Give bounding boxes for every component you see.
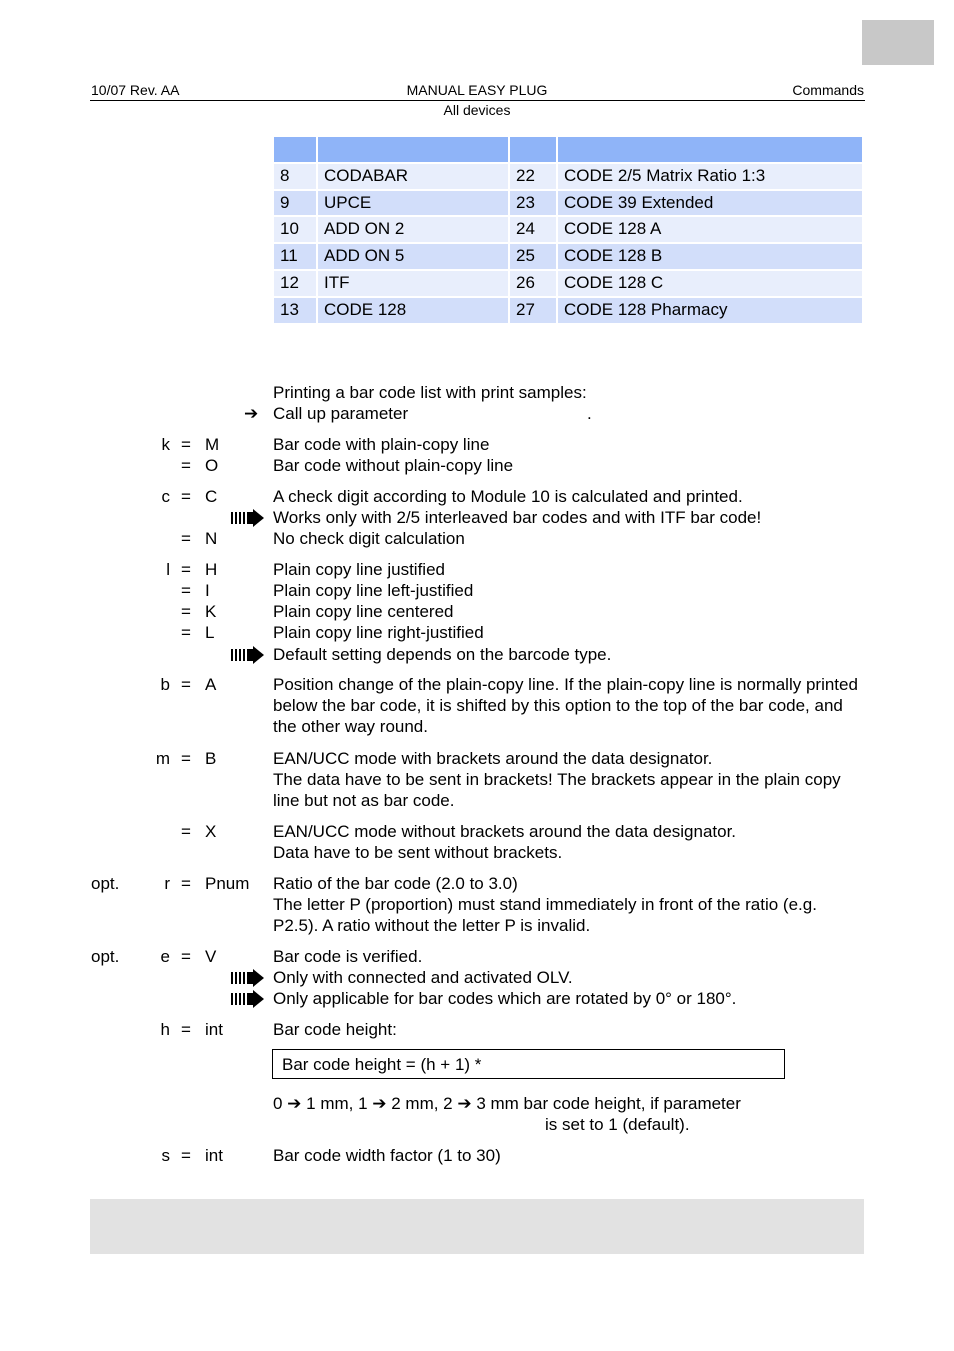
- table-cell-number: 8: [274, 164, 316, 189]
- table-cell-code: ITF: [318, 271, 508, 296]
- param-e-note1: Only with connected and activated OLV.: [273, 968, 573, 987]
- param-k-desc-m: Bar code with plain-copy line: [273, 435, 490, 454]
- param-r-eq: =: [181, 874, 191, 893]
- intro-call-up: Call up parameter: [273, 404, 409, 423]
- param-h-value: int: [205, 1020, 223, 1039]
- table-cell-code: CODE 39 Extended: [558, 191, 862, 216]
- param-b-desc: Position change of the plain-copy line. If the plain-copy line is normally printed below the bar code, it is shifted by this option to the top of the bar code, and the other way round.: [273, 675, 858, 736]
- table-row: [274, 191, 862, 216]
- table-row: [274, 271, 862, 296]
- param-c-desc-n: No check digit calculation: [273, 529, 465, 548]
- table-cell-code: CODE 128: [318, 298, 508, 323]
- param-k-eq2: =: [181, 456, 191, 475]
- table-header-cell: [318, 137, 508, 162]
- formula-box: [272, 1049, 785, 1079]
- param-c-name: c: [161, 487, 170, 506]
- param-c-value-n: N: [205, 529, 218, 548]
- table-cell-number: 27: [510, 298, 556, 323]
- param-m-eq: =: [181, 749, 191, 768]
- header-subtitle: All devices: [443, 102, 511, 118]
- note-arrow-icon: [231, 969, 265, 987]
- table-cell-number: 10: [274, 217, 316, 242]
- param-l-name: l: [166, 560, 170, 579]
- footer-box: [90, 1199, 864, 1254]
- table-header-cell: [274, 137, 316, 162]
- param-l-eq3: =: [181, 602, 191, 621]
- table-cell-code: ADD ON 2: [318, 217, 508, 242]
- table-cell-code: CODE 128 Pharmacy: [558, 298, 862, 323]
- table-row: [274, 244, 862, 269]
- table-cell-number: 13: [274, 298, 316, 323]
- param-h-name: h: [160, 1020, 170, 1039]
- param-c-value-c: C: [205, 487, 218, 506]
- param-l-value-i: I: [205, 581, 210, 600]
- table-cell-number: 22: [510, 164, 556, 189]
- param-r-optional: opt.: [91, 874, 120, 893]
- param-h-after2: is set to 1 (default).: [545, 1115, 690, 1134]
- param-c-note: Works only with 2/5 interleaved bar codes and with ITF bar code!: [273, 508, 762, 527]
- param-l-desc-l: Plain copy line right-justified: [273, 623, 484, 642]
- param-r-desc: Ratio of the bar code (2.0 to 3.0): [273, 874, 518, 893]
- param-l-desc-h: Plain copy line justified: [273, 560, 445, 579]
- table-cell-code: ADD ON 5: [318, 244, 508, 269]
- param-l-desc-k: Plain copy line centered: [273, 602, 454, 621]
- intro-period: .: [587, 404, 592, 423]
- param-c-desc-c: A check digit according to Module 10 is calculated and printed.: [273, 487, 743, 506]
- param-l-note: Default setting depends on the barcode type.: [273, 645, 612, 664]
- param-k-value-m: M: [205, 435, 220, 454]
- param-k-desc-o: Bar code without plain-copy line: [273, 456, 514, 475]
- table-cell-code: CODE 128 B: [558, 244, 862, 269]
- param-m-eq2: =: [181, 822, 191, 841]
- formula-text: Bar code height = (h + 1) *: [282, 1055, 482, 1074]
- table-header-cell: [558, 137, 862, 162]
- note-arrow-icon: [231, 509, 265, 527]
- param-e-note2: Only applicable for bar codes which are rotated by 0° or 180°.: [273, 989, 737, 1008]
- param-e-desc: Bar code is verified.: [273, 947, 423, 966]
- param-e-optional: opt.: [91, 947, 120, 966]
- table-cell-number: 23: [510, 191, 556, 216]
- param-l-eq4: =: [181, 623, 191, 642]
- param-l-desc-i: Plain copy line left-justified: [273, 581, 474, 600]
- param-l-eq2: =: [181, 581, 191, 600]
- param-l-value-k: K: [205, 602, 217, 621]
- table-cell-number: 11: [274, 244, 316, 269]
- table-cell-number: 24: [510, 217, 556, 242]
- intro-text: Printing a bar code list with print samples:: [273, 383, 587, 402]
- table-header-row: [274, 137, 862, 162]
- param-h-desc: Bar code height:: [273, 1020, 397, 1039]
- param-m-desc-b-detail: The data have to be sent in brackets! The brackets appear in the plain copy line but not as bar code.: [273, 770, 841, 810]
- param-c-eq2: =: [181, 529, 191, 548]
- table-header-cell: [510, 137, 556, 162]
- param-e-eq: =: [181, 947, 191, 966]
- table-row: [274, 217, 862, 242]
- param-h-eq: =: [181, 1020, 191, 1039]
- param-r-desc-detail: The letter P (proportion) must stand immediately in front of the ratio (e.g. P2.5). A ratio without the letter P is invalid.: [273, 895, 817, 935]
- note-arrow-icon: [231, 990, 265, 1008]
- table-row: [274, 164, 862, 189]
- param-m-name: m: [155, 749, 170, 768]
- param-r-value: Pnum: [205, 874, 250, 893]
- param-s-name: s: [161, 1146, 170, 1165]
- param-s-value: int: [205, 1146, 223, 1165]
- param-s-desc: Bar code width factor (1 to 30): [273, 1146, 501, 1165]
- param-m-desc-x-detail: Data have to be sent without brackets.: [273, 843, 563, 862]
- param-l-value-l: L: [205, 623, 215, 642]
- header-divider: [90, 100, 865, 101]
- page-corner-tab: [862, 20, 934, 65]
- table-cell-code: CODE 128 A: [558, 217, 862, 242]
- table-cell-code: CODABAR: [318, 164, 508, 189]
- param-r-name: r: [164, 874, 170, 893]
- param-m-desc-b: EAN/UCC mode with brackets around the data designator.: [273, 749, 713, 768]
- table-row: [274, 298, 862, 323]
- table-cell-number: 9: [274, 191, 316, 216]
- table-cell-code: CODE 128 C: [558, 271, 862, 296]
- param-m-desc-x: EAN/UCC mode without brackets around the data designator.: [273, 822, 737, 841]
- param-b-eq: =: [181, 675, 191, 694]
- table-cell-number: 26: [510, 271, 556, 296]
- param-l-value-h: H: [205, 560, 218, 579]
- param-m-value-b: B: [205, 749, 217, 768]
- param-b-value-a: A: [205, 675, 217, 694]
- note-arrow-icon: [231, 646, 265, 664]
- table-cell-number: 25: [510, 244, 556, 269]
- barcode-type-table: [272, 135, 864, 325]
- param-k-value-o: O: [205, 456, 219, 475]
- header-section: Commands: [792, 82, 864, 98]
- param-k-eq: =: [181, 435, 191, 454]
- header-title: MANUAL EASY PLUG: [406, 82, 548, 98]
- table-cell-code: UPCE: [318, 191, 508, 216]
- table-cell-number: 12: [274, 271, 316, 296]
- param-l-eq: =: [181, 560, 191, 579]
- header-revision: 10/07 Rev. AA: [91, 82, 180, 98]
- param-m-value-x: X: [205, 822, 217, 841]
- param-e-name: e: [160, 947, 170, 966]
- param-c-eq: =: [181, 487, 191, 506]
- arrow-right-icon: ➔: [244, 404, 259, 423]
- param-e-value: V: [205, 947, 217, 966]
- param-k-name: k: [161, 435, 170, 454]
- param-s-eq: =: [181, 1146, 191, 1165]
- table-cell-code: CODE 2/5 Matrix Ratio 1:3: [558, 164, 862, 189]
- param-h-after1: 0 ➔ 1 mm, 1 ➔ 2 mm, 2 ➔ 3 mm bar code height, if parameter: [273, 1094, 741, 1113]
- param-b-name: b: [160, 675, 170, 694]
